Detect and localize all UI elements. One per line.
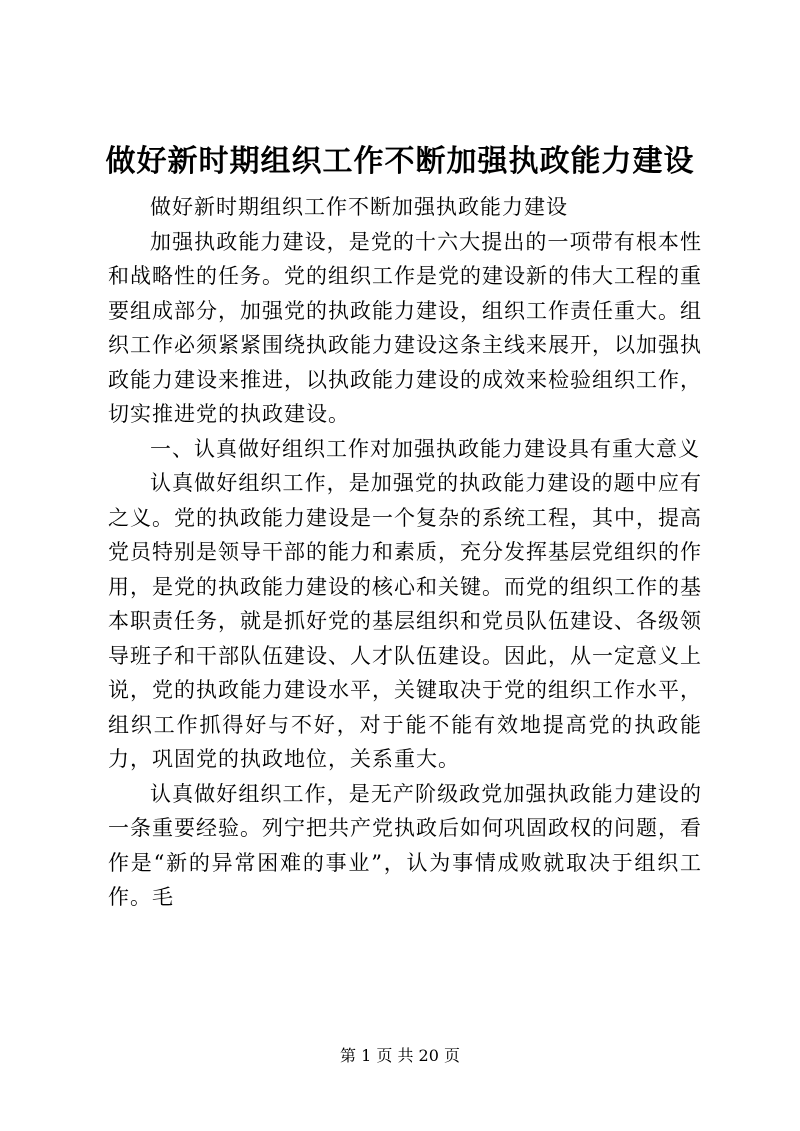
body-paragraph: 加强执政能力建设，是党的十六大提出的一项带有根本性和战略性的任务。党的组织工作是党的建设新的伟大工程的重要组成部分，加强党的执政能力建设，组织工作责任重大。组织工作必须紧紧围绕执政能力建设这条主线来展开，以加强执政能力建设来推进，以执政能力建设的成效来检验组织工作，切实推进党的执政建设。 [108,229,702,426]
body-paragraph: 认真做好组织工作，是无产阶级政党加强执政能力建设的一条重要经验。列宁把共产党执政后如何巩固政权的问题，看作是“新的异常困难的事业”，认为事情成败就取决于组织工作。毛 [108,781,702,909]
page-number-footer: 第 1 页 共 20 页 [340,1046,460,1065]
subtitle-paragraph: 做好新时期组织工作不断加强执政能力建设 [150,195,568,219]
body-paragraph: 认真做好组织工作，是加强党的执政能力建设的题中应有之义。党的执政能力建设是一个复杂的系统工程，其中，提高党员特别是领导干部的能力和素质，充分发挥基层党组织的作用，是党的执政能力建设的核心和关键。而党的组织工作的基本职责任务，就是抓好党的基层组织和党员队伍建设、各级领导班子和干部队伍建设、人才队伍建设。因此，从一定意义上说，党的执政能力建设水平，关键取决于党的组织工作水平，组织工作抓得好与不好，对于能不能有效地提高党的执政能力，巩固党的执政地位，关系重大。 [108,471,702,771]
section-heading: 一、认真做好组织工作对加强执政能力建设具有重大意义 [150,436,700,461]
document-body [108,190,702,915]
document-title: 做好新时期组织工作不断加强执政能力建设 [105,144,695,179]
